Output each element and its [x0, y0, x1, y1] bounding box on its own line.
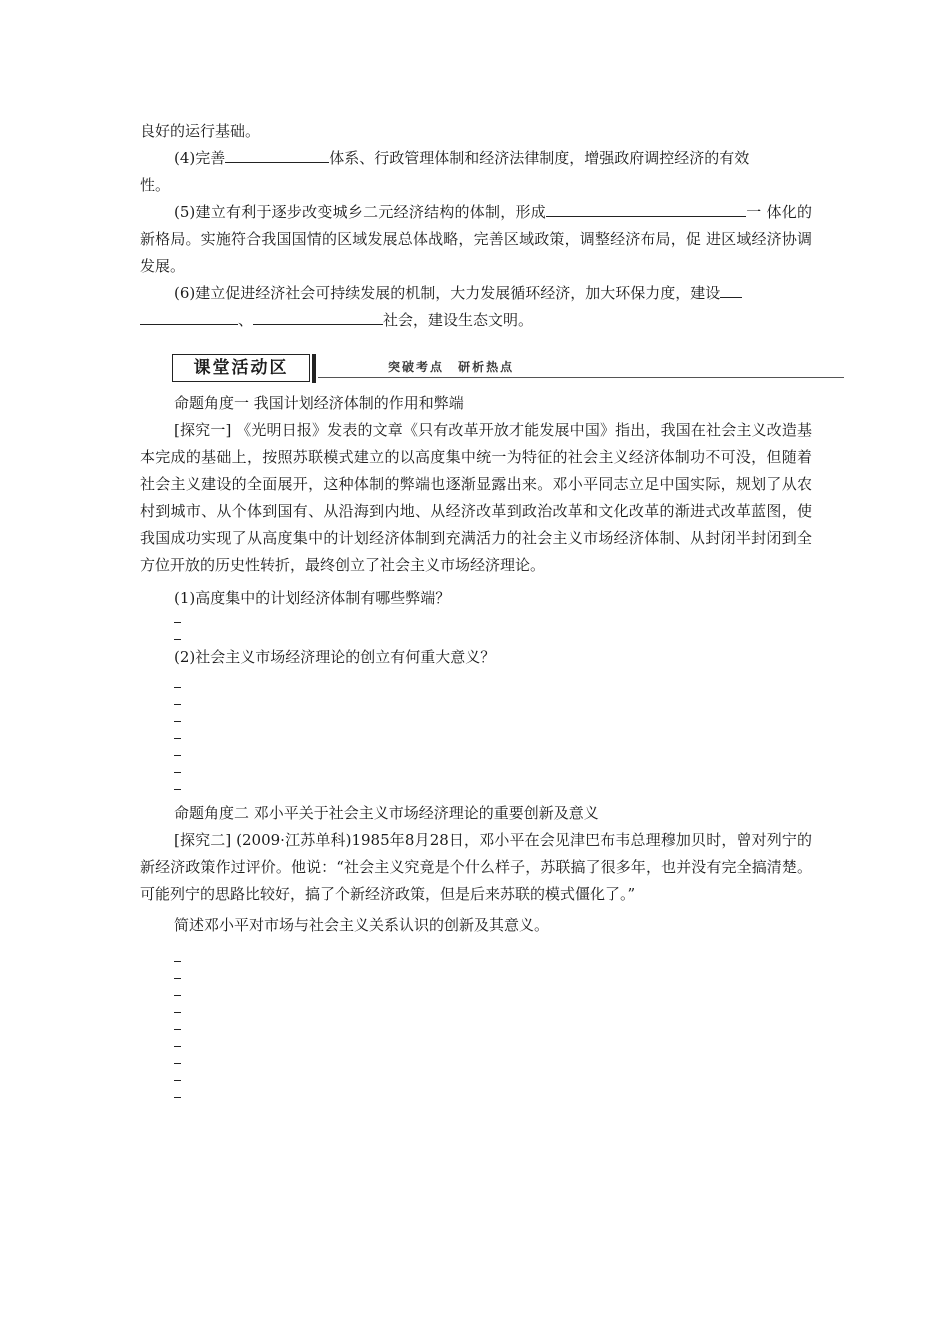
question-1: (1)高度集中的计划经济体制有哪些弊端？ — [174, 589, 451, 607]
text-line: 良好的运行基础。 — [140, 122, 261, 140]
text-span: 社会，建设生态文明。 — [383, 311, 534, 329]
banner-title: 课堂活动区 — [172, 354, 310, 382]
fill-blank[interactable] — [140, 309, 238, 325]
angle-1-heading: 命题角度一 我国计划经济体制的作用和弊端 — [174, 394, 464, 412]
text-span: 体系、行政管理体制和经济法律制度，增强政府调控经济的有效 — [329, 149, 750, 167]
explore-2: [探究二] (2009·江苏单科)1985年8月28日，邓小平在会见津巴布韦总理穆加贝时，曾对列宁的新经济政策作过评价。他说：“社会主义究竟是个什么样子，苏联搞了很多年，也并没有完全搞清楚。可能列宁的思路比较好，搞了个新经济政策，但是后来苏联的模式僵化了。” — [140, 831, 812, 903]
banner-bar — [312, 354, 316, 383]
text-span: 进区域经济协调发展。 — [140, 230, 812, 275]
question-2: (2)社会主义市场经济理论的创立有何重大意义？ — [174, 648, 496, 666]
angle-2-heading: 命题角度二 邓小平关于社会主义市场经济理论的重要创新及意义 — [174, 804, 599, 822]
answer-area[interactable] — [174, 687, 812, 806]
document-page — [140, 118, 812, 1120]
item-6 — [140, 280, 812, 334]
answer-area[interactable] — [174, 961, 812, 1114]
item-4 — [140, 145, 812, 199]
text-span: 、 — [238, 311, 254, 329]
item-5 — [140, 199, 812, 280]
text-span: 体化的新格局。实施符合我国国情的区域发展总体战略，完善区域政策，调整经济布局，促 — [140, 203, 812, 248]
fill-blank[interactable] — [253, 309, 383, 325]
text-span: 性。 — [140, 176, 171, 194]
text-span: (5)建立有利于逐步改变城乡二元经济结构的体制，形成 — [174, 203, 546, 221]
text-span: (4)完善 — [174, 149, 226, 167]
text-span: 一 — [746, 203, 762, 221]
section-banner — [140, 354, 812, 384]
fill-blank[interactable] — [720, 282, 742, 298]
explore-1: [探究一] 《光明日报》发表的文章《只有改革开放才能发展中国》指出，我国在社会主义改造基本完成的基础上，按照苏联模式建立的以高度集中统一为特征的社会主义经济体制功不可没，但随着社会主义建设的全面展开，这种体制的弊端也逐渐显露出来。邓小平同志立足中国实际，规划了从农村到城市、从个体到国有、从沿海到内地、从经济改革到政治改革和文化改革的渐进式改革蓝图，使我国成功实现了从高度集中的计划经济体制到充满活力的社会主义市场经济体制、从封闭半封闭到全方位开放的历史性转折，最终创立了社会主义市场经济理论。 — [140, 421, 812, 574]
text-span: (6)建立促进经济社会可持续发展的机制，大力发展循环经济，加大环保力度，建设 — [174, 284, 721, 302]
question-3: 简述邓小平对市场与社会主义关系认识的创新及其意义。 — [174, 916, 550, 934]
banner-rule — [318, 377, 844, 378]
banner-subtitle: 突破考点 研析热点 — [388, 360, 515, 374]
fill-blank[interactable] — [225, 147, 329, 163]
fill-blank[interactable] — [546, 201, 746, 217]
